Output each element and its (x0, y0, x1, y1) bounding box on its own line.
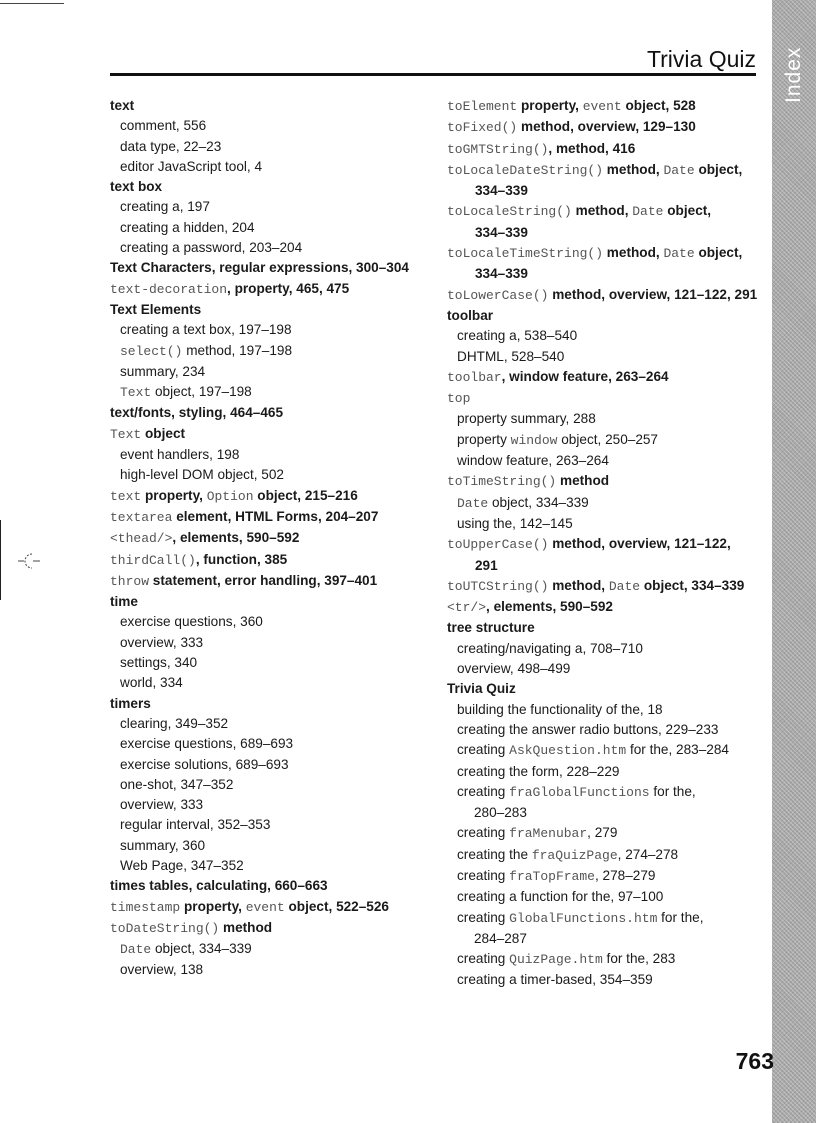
index-entry-text: object, 522–526 (284, 898, 389, 914)
index-entry-text: text-decoration (110, 281, 228, 297)
index-entry-text: method, (603, 245, 664, 261)
index-entry-text: object, 215–216 (253, 487, 358, 503)
index-entry-text: toDateString() (110, 920, 220, 936)
registration-mark-icon (18, 551, 40, 571)
index-entry-text: event handlers, 198 (120, 447, 240, 463)
index-column-right (447, 96, 765, 991)
index-entry-text: creating (457, 867, 510, 883)
index-entry-text: toTimeString() (447, 474, 557, 490)
index-subentry (447, 845, 765, 866)
index-entry-text: text box (110, 179, 163, 195)
index-entry-text: high-level DOM object, 502 (120, 467, 284, 483)
index-entry-text: object, (694, 245, 743, 261)
index-entry-text: creating the form, 228–229 (457, 763, 620, 779)
index-subentry (110, 795, 428, 815)
index-entry-text: time (110, 594, 138, 610)
index-entry-text: method, 197–198 (182, 342, 293, 358)
index-entry-text: 334–339 (475, 183, 528, 199)
index-entry-text: creating a password, 203–204 (120, 240, 303, 256)
index-entry-text: toGMTString() (447, 141, 549, 157)
index-entry-text: creating the answer radio buttons, 229–233 (457, 721, 719, 737)
index-entry-text: object (141, 425, 186, 441)
index-entry-text: object, (663, 203, 712, 219)
index-subentry (447, 720, 765, 740)
index-entry-text: , elements, 590–592 (172, 530, 300, 546)
index-entry-text: for the, 283 (602, 951, 676, 967)
index-subentry (110, 856, 428, 876)
index-entry-text: toElement (447, 99, 518, 114)
index-side-tab (772, 0, 816, 1123)
index-entry-text: Text (120, 385, 152, 401)
index-entry-text: Date (608, 578, 641, 594)
index-entry-text: creating (457, 825, 510, 841)
index-entry-text: times tables, calculating, 660–663 (110, 878, 328, 894)
index-entry (110, 571, 428, 592)
index-entry-text: toUTCString() (447, 578, 549, 594)
index-entry (110, 300, 428, 320)
index-subentry (110, 157, 428, 177)
index-entry-text: tree structure (447, 620, 535, 636)
index-subentry (447, 556, 765, 576)
page-number: 763 (735, 1048, 774, 1074)
index-subentry (110, 755, 428, 775)
index-subentry (447, 493, 765, 514)
index-entry-text: Trivia Quiz (447, 681, 516, 697)
index-entry-text: Option (206, 488, 254, 504)
index-entry-text: fraTopFrame (509, 868, 595, 884)
index-subentry (110, 320, 428, 340)
index-entry-text: creating a, 197 (120, 199, 210, 215)
index-subentry (110, 815, 428, 835)
index-entry-text: regular interval, 352–353 (120, 817, 271, 833)
index-entry (110, 486, 428, 507)
index-entry-text: object, 334–339 (488, 494, 589, 510)
index-entry-text: method, overview, 121–122, (548, 536, 731, 552)
crop-mark-top (0, 3, 64, 4)
index-entry-text: top (447, 391, 471, 407)
index-subentry (447, 181, 765, 201)
index-subentry (447, 347, 765, 367)
index-subentry (110, 238, 428, 258)
index-subentry (447, 762, 765, 782)
index-entry-text: Date (457, 495, 489, 511)
index-entry-text: creating (457, 909, 510, 925)
index-entry-text: Text (110, 426, 142, 442)
index-entry (447, 306, 765, 326)
index-entry-text: fraMenubar (509, 826, 588, 842)
index-entry-text: text/fonts, styling, 464–465 (110, 405, 284, 421)
index-entry-text: , 279 (587, 825, 618, 841)
index-subentry (447, 223, 765, 243)
index-entry (110, 528, 428, 549)
index-subentry (447, 451, 765, 471)
index-entry (110, 876, 428, 896)
index-subentry (447, 326, 765, 346)
index-entry-text: throw (110, 573, 150, 589)
index-entry-text: object, 250–257 (557, 431, 658, 447)
index-subentry (447, 409, 765, 429)
index-entry-text: 284–287 (474, 930, 527, 946)
index-entry-text: element, HTML Forms, 204–207 (172, 508, 379, 524)
index-entry-text: object, 528 (621, 98, 696, 113)
index-entry-text: , 274–278 (617, 846, 679, 862)
index-entry (447, 285, 765, 306)
index-entry-text: building the functionality of the, 18 (457, 701, 663, 717)
index-entry-text: settings, 340 (120, 655, 198, 671)
index-entry (110, 694, 428, 714)
index-entry (110, 96, 428, 116)
index-entry-text: overview, 138 (120, 962, 204, 978)
index-entry-text: 334–339 (475, 266, 528, 282)
index-entry-text: property summary, 288 (457, 411, 596, 427)
header-rule (110, 73, 756, 76)
index-entry-text: Date (632, 204, 664, 220)
index-entry-text: property (457, 431, 511, 447)
index-subentry (447, 803, 765, 823)
index-entry (110, 258, 428, 278)
index-entry-text: property, (180, 898, 246, 914)
index-entry (447, 471, 765, 492)
index-entry-text: QuizPage.htm (509, 952, 603, 968)
index-entry-text: exercise solutions, 689–693 (120, 756, 289, 772)
index-entry-text: window (510, 432, 558, 448)
index-entry-text: world, 334 (120, 675, 183, 691)
index-entry-text: Text Characters, regular expressions, 300–304 (110, 260, 409, 276)
side-tab-label: Index (782, 46, 805, 104)
index-entry-text: , method, 416 (548, 140, 636, 156)
index-subentry (110, 960, 428, 980)
index-entry-text: for the, (649, 783, 696, 799)
index-subentry (110, 341, 428, 362)
index-entry-text: textarea (110, 509, 173, 525)
index-entry-text: , property, 465, 475 (227, 280, 350, 296)
index-subentry (110, 734, 428, 754)
index-entry (447, 201, 765, 222)
index-entry-text: toolbar (447, 307, 494, 323)
index-entry-text: one-shot, 347–352 (120, 776, 234, 792)
index-entry-text: Date (663, 162, 695, 178)
index-entry (447, 618, 765, 638)
index-entry (110, 918, 428, 939)
index-entry-text: creating a function for the, 97–100 (457, 889, 664, 905)
index-subentry (447, 264, 765, 284)
index-subentry (447, 639, 765, 659)
index-entry-text: editor JavaScript tool, 4 (120, 158, 263, 174)
index-entry (447, 679, 765, 699)
index-entry (447, 117, 765, 138)
index-entry-text: object, (694, 161, 743, 177)
index-entry-text: Text Elements (110, 301, 202, 317)
index-entry-text: event (582, 99, 622, 114)
index-entry-text: thirdCall() (110, 552, 196, 568)
index-subentry (447, 949, 765, 970)
index-subentry (447, 970, 765, 990)
index-entry-text: timestamp (110, 899, 181, 915)
index-entry-text: creating a, 538–540 (457, 328, 578, 344)
index-entry-text: 334–339 (475, 224, 528, 240)
index-entry-text: toLocaleDateString() (447, 162, 604, 178)
index-entry-text: comment, 556 (120, 118, 207, 134)
index-entry-text: method, (603, 161, 664, 177)
index-subentry (110, 775, 428, 795)
index-entry-text: toLocaleTimeString() (447, 246, 604, 262)
index-subentry (110, 197, 428, 217)
index-entry-text: creating a timer-based, 354–359 (457, 972, 653, 988)
index-entry (447, 534, 765, 555)
index-entry-text: method, overview, 121–122, 291 (548, 286, 758, 302)
index-entry-text: DHTML, 528–540 (457, 348, 565, 364)
index-entry-text: for the, (657, 909, 704, 925)
index-subentry (110, 218, 428, 238)
index-subentry (110, 612, 428, 632)
index-entry-text: property, (517, 98, 583, 113)
index-entry-text: overview, 333 (120, 797, 204, 813)
index-entry-text: text (110, 488, 142, 504)
index-entry-text: method (556, 473, 610, 489)
index-entry (110, 592, 428, 612)
index-subentry (110, 362, 428, 382)
index-entry-text: , 278–279 (594, 867, 656, 883)
index-entry-text: GlobalFunctions.htm (509, 910, 658, 926)
index-entry (447, 243, 765, 264)
index-entry-text: , window feature, 263–264 (501, 368, 669, 384)
index-entry-text: object, 334–339 (640, 577, 745, 593)
index-entry-text: Date (663, 246, 695, 262)
index-entry-text: property, (141, 487, 207, 503)
index-entry (110, 177, 428, 197)
index-entry (447, 160, 765, 181)
index-subentry (110, 673, 428, 693)
index-entry-text: Date (120, 942, 152, 958)
index-entry-text: exercise questions, 689–693 (120, 736, 294, 752)
index-subentry (110, 137, 428, 157)
index-subentry (447, 700, 765, 720)
index-entry-text: using the, 142–145 (457, 515, 573, 531)
index-entry-text: select() (120, 343, 183, 359)
index-subentry (447, 823, 765, 844)
index-subentry (110, 653, 428, 673)
crop-mark-left (0, 520, 1, 600)
index-subentry (110, 445, 428, 465)
index-subentry (110, 382, 428, 403)
index-entry-text: for the, 283–284 (626, 742, 729, 758)
index-entry-text: AskQuestion.htm (509, 743, 627, 759)
index-entry (110, 897, 428, 918)
index-entry (447, 367, 765, 388)
index-entry-text: creating (457, 951, 510, 967)
index-entry-text: method, (548, 577, 609, 593)
index-entry-text: creating (457, 742, 510, 758)
index-entry-text: Web Page, 347–352 (120, 857, 244, 873)
index-entry-text: toLowerCase() (447, 287, 549, 303)
index-entry-text: creating a text box, 197–198 (120, 322, 292, 338)
index-entry-text: fraQuizPage (531, 847, 618, 863)
index-entry-text: method, (571, 203, 633, 219)
index-entry (110, 279, 428, 300)
index-subentry (110, 116, 428, 136)
index-entry-text: object, 197–198 (151, 384, 252, 400)
index-entry-text: summary, 234 (120, 363, 206, 379)
index-entry-text: method, overview, 129–130 (517, 119, 696, 135)
index-entry-text: fraGlobalFunctions (509, 784, 650, 800)
index-entry-text: , function, 385 (195, 551, 288, 567)
index-subentry (110, 465, 428, 485)
index-subentry (447, 908, 765, 929)
index-subentry (110, 939, 428, 960)
index-entry (110, 550, 428, 571)
index-subentry (447, 659, 765, 679)
index-entry-text: creating (457, 783, 510, 799)
index-entry-text: 291 (475, 557, 498, 573)
index-entry-text: text (110, 98, 135, 113)
index-entry-text: creating a hidden, 204 (120, 219, 255, 235)
index-entry-text: overview, 498–499 (457, 661, 571, 677)
index-entry-text: summary, 360 (120, 837, 206, 853)
index-subentry (447, 430, 765, 451)
index-subentry (447, 929, 765, 949)
index-entry (447, 388, 765, 409)
index-entry-text: data type, 22–23 (120, 138, 222, 154)
index-entry-text: creating the (457, 846, 532, 862)
index-entry-text: overview, 333 (120, 634, 204, 650)
index-entry-text: <thead/> (110, 531, 173, 547)
index-subentry (110, 714, 428, 734)
index-entry (447, 597, 765, 618)
index-entry-text: event (245, 899, 285, 915)
index-entry-text: object, 334–339 (151, 941, 252, 957)
index-entry-text: statement, error handling, 397–401 (149, 572, 378, 588)
index-entry-text: <tr/> (447, 600, 487, 616)
index-entry-text: window feature, 263–264 (457, 453, 609, 469)
index-entry-text: toFixed() (447, 120, 518, 136)
index-subentry (447, 514, 765, 534)
index-entry-text: toUpperCase() (447, 537, 549, 553)
index-entry (110, 507, 428, 528)
index-column-left (110, 96, 428, 981)
index-entry (110, 403, 428, 423)
index-subentry (447, 866, 765, 887)
index-entry-text: toolbar (447, 369, 502, 385)
index-subentry (447, 740, 765, 761)
index-entry (110, 424, 428, 445)
index-entry-text: , elements, 590–592 (486, 599, 613, 615)
index-entry (447, 576, 765, 597)
index-entry-text: toLocaleString() (447, 204, 572, 220)
index-entry (447, 139, 765, 160)
index-entry (447, 96, 765, 117)
index-entry-text: exercise questions, 360 (120, 614, 263, 630)
index-entry-text: creating/navigating a, 708–710 (457, 640, 643, 656)
index-subentry (447, 782, 765, 803)
index-subentry (447, 887, 765, 907)
index-subentry (110, 836, 428, 856)
index-subentry (110, 633, 428, 653)
running-head: Trivia Quiz (646, 46, 756, 72)
index-entry-text: method (219, 919, 273, 935)
index-entry-text: timers (110, 695, 151, 711)
index-entry-text: 280–283 (474, 805, 527, 821)
index-entry-text: clearing, 349–352 (120, 715, 229, 731)
